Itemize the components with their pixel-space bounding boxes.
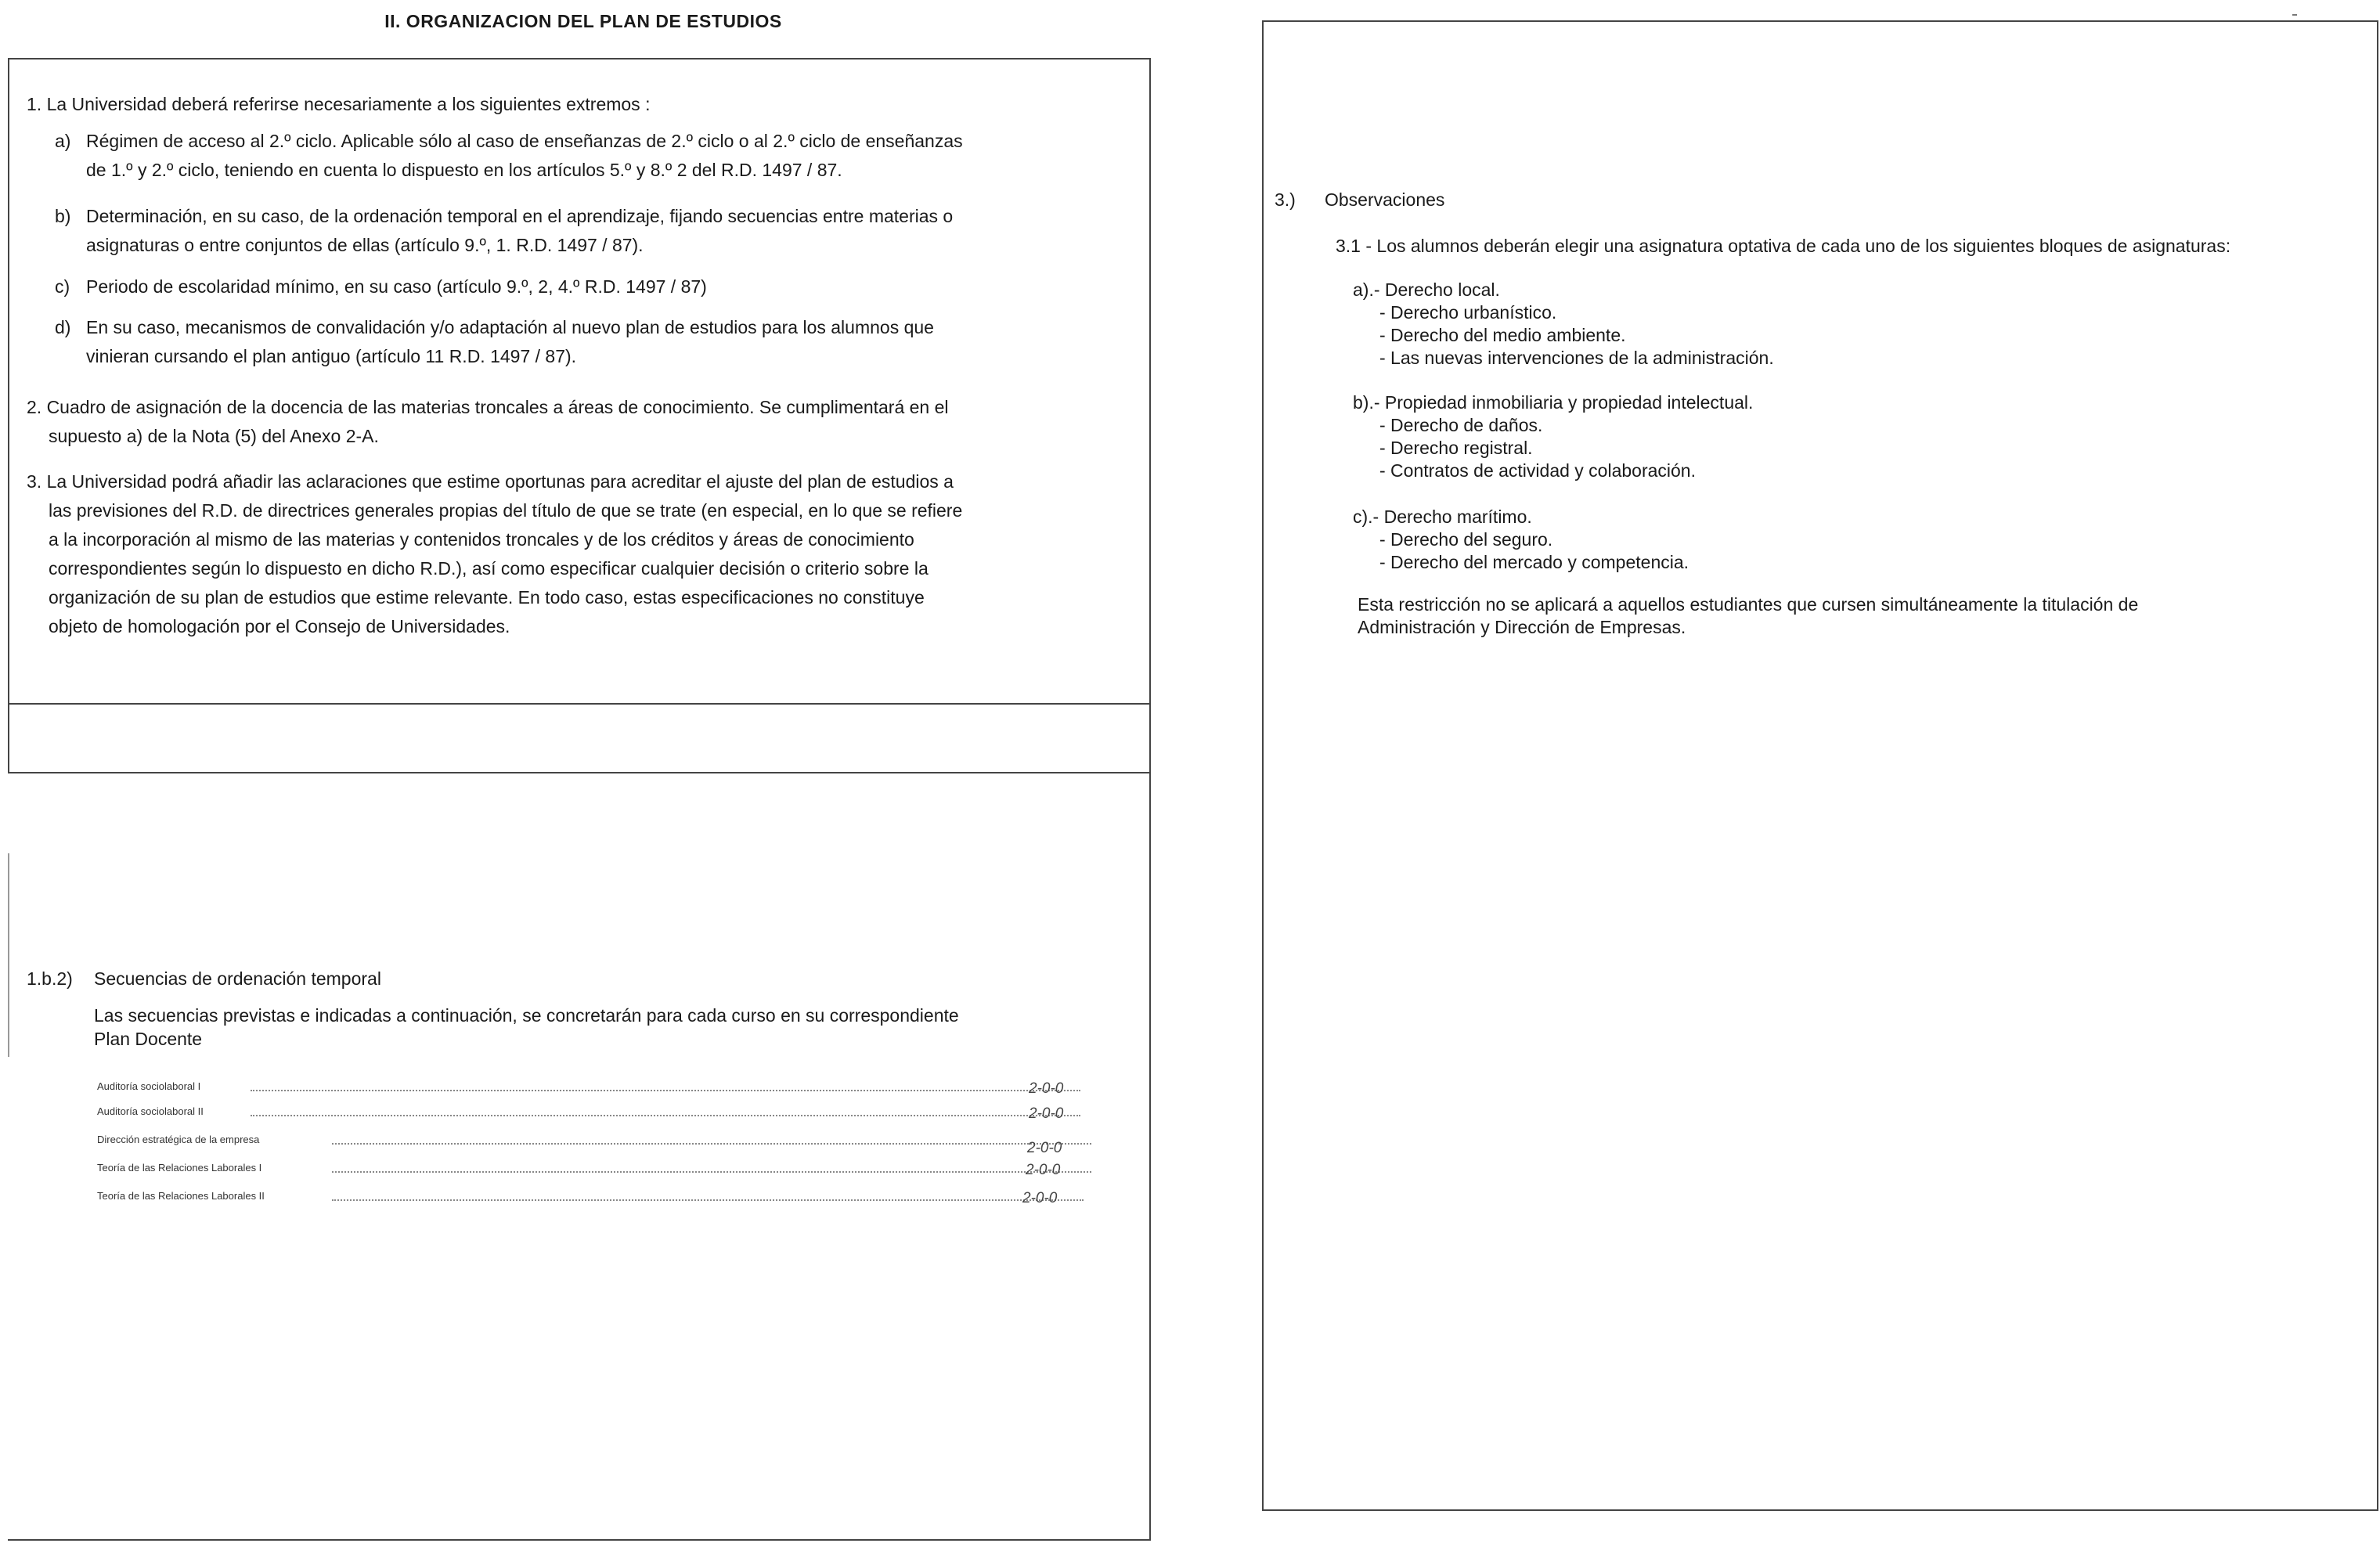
restriction-note-line1: Esta restricción no se aplicará a aquellos estudiantes que cursen simultáneamente la titulación de	[1358, 594, 2139, 615]
paragraph-2-line1: 2. Cuadro de asignación de la docencia de las materias troncales a áreas de conocimiento. Se cumplimentará en el	[27, 397, 949, 417]
dot-leader	[251, 1115, 1080, 1116]
sequence-heading-number: 1.b.2)	[27, 968, 73, 989]
sequence-row	[97, 1190, 1115, 1210]
item-d-line1: En su caso, mecanismos de convalidación y/o adaptación al nuevo plan de estudios para los alumnos que	[86, 317, 934, 337]
group-a	[1353, 279, 1774, 370]
sequence-list	[97, 1080, 1115, 1221]
group-b-item: - Derecho de daños.	[1379, 415, 1543, 435]
sequence-row-name: Teoría de las Relaciones Laborales II	[97, 1190, 265, 1202]
sequence-row-name: Auditoría sociolaboral II	[97, 1105, 204, 1117]
item-a-line1: Régimen de acceso al 2.º ciclo. Aplicable sólo al caso de enseñanzas de 2.º ciclo o al 2.º ciclo de enseñanzas	[86, 131, 963, 151]
sequence-description	[94, 1004, 1143, 1051]
sequence-frame-right-border	[1149, 772, 1151, 1539]
item-d-line2: vinieran cursando el plan antiguo (artículo 11 R.D. 1497 / 87).	[86, 346, 577, 366]
item-b-line1: Determinación, en su caso, de la ordenación temporal en el aprendizaje, fijando secuencias entre materias o	[86, 206, 954, 226]
sequence-description-line1: Las secuencias previstas e indicadas a continuación, se concretarán para cada curso en su correspondiente	[94, 1005, 959, 1026]
sequence-row-value: 2-0-0	[1029, 1080, 1064, 1097]
group-b	[1353, 391, 1753, 482]
group-a-item: - Derecho del medio ambiente.	[1379, 325, 1626, 345]
restriction-note	[1358, 593, 2138, 639]
item-b-label: b)	[55, 206, 71, 226]
sequence-frame-bottom-border	[8, 1539, 1151, 1541]
left-margin-mark	[8, 853, 9, 1057]
sequence-row-name: Teoría de las Relaciones Laborales I	[97, 1162, 262, 1174]
paragraph-3-line6: objeto de homologación por el Consejo de Universidades.	[49, 616, 510, 636]
sequence-description-line2: Plan Docente	[94, 1029, 203, 1049]
dot-leader	[251, 1090, 1080, 1091]
paragraph-3-line5: organización de su plan de estudios que estime relevante. En todo caso, estas especificaciones no constituye	[49, 587, 925, 608]
sequence-row-value: 2-0-0	[1026, 1162, 1061, 1178]
group-a-item: - Las nuevas intervenciones de la administración.	[1379, 348, 1774, 368]
paragraph-2-line2: supuesto a) de la Nota (5) del Anexo 2-A.	[49, 426, 379, 446]
group-c-item: - Derecho del seguro.	[1379, 529, 1553, 550]
dot-leader	[332, 1171, 1091, 1173]
dot-leader	[332, 1199, 1084, 1201]
group-a-label: a).- Derecho local.	[1353, 279, 1500, 300]
sequence-row-name: Auditoría sociolaboral I	[97, 1080, 201, 1092]
sequence-row-value: 2-0-0	[1029, 1105, 1064, 1122]
group-a-item: - Derecho urbanístico.	[1379, 302, 1557, 323]
sequence-row	[97, 1162, 1115, 1182]
group-c-item: - Derecho del mercado y competencia.	[1379, 552, 1689, 572]
item-a-line2: de 1.º y 2.º ciclo, teniendo en cuenta lo dispuesto en los artículos 5.º y 8.º 2 del R.D. 1497 / 87.	[86, 160, 842, 180]
paragraph-2	[27, 393, 1123, 451]
instructions-intro: 1. La Universidad deberá referirse necesariamente a los siguientes extremos :	[27, 94, 651, 114]
paragraph-3	[27, 467, 1123, 641]
observations-intro: 3.1 - Los alumnos deberán elegir una asignatura optativa de cada uno de los siguientes bloques de asignaturas:	[1336, 236, 2231, 256]
group-b-item: - Derecho registral.	[1379, 438, 1533, 458]
item-a-label: a)	[55, 131, 71, 151]
sequence-row-name: Dirección estratégica de la empresa	[97, 1134, 260, 1145]
sequence-row	[97, 1105, 1115, 1126]
paragraph-3-line1: 3. La Universidad podrá añadir las aclaraciones que estime oportunas para acreditar el ajuste del plan de estudios a	[27, 471, 954, 492]
sequence-heading: Secuencias de ordenación temporal	[94, 968, 381, 989]
paragraph-3-line3: a la incorporación al mismo de las materias y contenidos troncales y de los créditos y áreas de conocimiento	[49, 529, 914, 550]
item-d-label: d)	[55, 317, 71, 337]
paragraph-3-line4: correspondientes según lo dispuesto en dicho R.D.), así como especificar cualquier decisión o criterio sobre la	[49, 558, 929, 579]
item-b-line2: asignaturas o entre conjuntos de ellas (artículo 9.º, 1. R.D. 1497 / 87).	[86, 235, 644, 255]
sequence-row-value: 2-0-0	[1027, 1140, 1062, 1156]
group-b-label: b).- Propiedad inmobiliaria y propiedad intelectual.	[1353, 392, 1754, 413]
observations-heading: Observaciones	[1325, 189, 1445, 210]
item-c-line1: Periodo de escolaridad mínimo, en su caso (artículo 9.º, 2, 4.º R.D. 1497 / 87)	[86, 276, 707, 297]
group-c	[1353, 506, 1689, 574]
restriction-note-line2: Administración y Dirección de Empresas.	[1358, 617, 1686, 637]
corner-mark	[2292, 14, 2297, 16]
sequence-row	[97, 1080, 1115, 1101]
observations-number: 3.)	[1275, 189, 1296, 210]
sequence-row	[97, 1134, 1115, 1154]
paragraph-3-line2: las previsiones del R.D. de directrices generales propias del título de que se trate (en especial, en lo que se refiere	[49, 500, 963, 521]
dot-leader	[332, 1143, 1091, 1145]
page-title: II. ORGANIZACION DEL PLAN DE ESTUDIOS	[384, 11, 782, 31]
group-c-label: c).- Derecho marítimo.	[1353, 507, 1532, 527]
empty-middle-box	[8, 703, 1151, 773]
item-c-label: c)	[55, 276, 70, 297]
group-b-item: - Contratos de actividad y colaboración.	[1379, 460, 1696, 481]
sequence-row-value: 2-0-0	[1022, 1190, 1058, 1206]
